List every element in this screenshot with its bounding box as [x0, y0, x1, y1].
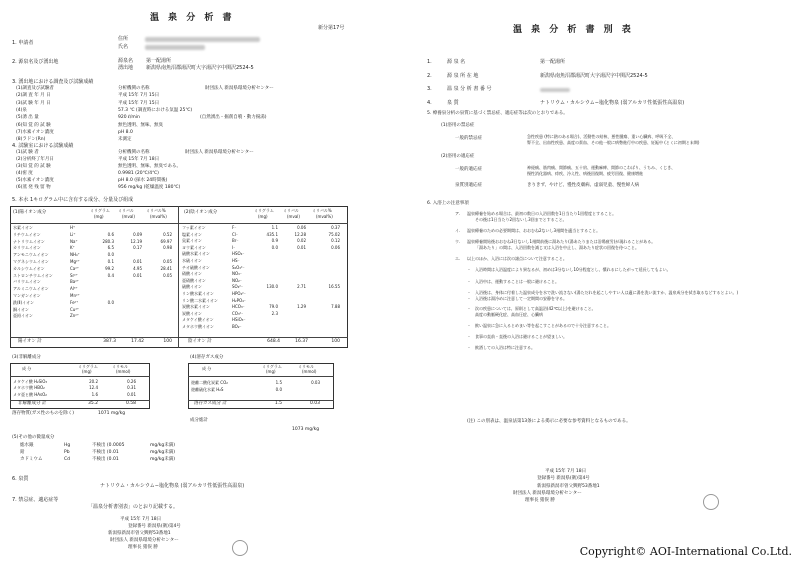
cation-total-value: 100 — [163, 339, 172, 344]
field-test-value: 分析機関の名称 — [118, 86, 150, 91]
undissociated-header: (mmol) — [116, 369, 131, 374]
anion-formula: HPO₄²⁻ — [232, 291, 246, 296]
form-number: 新分第17号 — [318, 25, 345, 31]
gas-total-mmol: 0.03 — [309, 401, 320, 406]
note-text: 入浴後は湯冷めに注意して一定期間の安静を守る。 — [475, 296, 567, 301]
cation-formula: Zn²⁺ — [70, 313, 79, 319]
anion-formula: SO₄²⁻ — [232, 284, 244, 290]
trace-result: 不検出 (0.01 — [92, 450, 119, 455]
redacted-analysis-number — [540, 88, 570, 92]
gas-mg: 0.0 — [275, 387, 282, 392]
dissolved-label: 溶存物質(ガス性のものを除く) — [12, 411, 75, 416]
undissociated-total-mmol: 0.58 — [125, 401, 136, 406]
issuer-line: 平成 15年 7月 18日 — [120, 517, 162, 522]
anion-mval-pct: 0.12 — [331, 238, 340, 244]
cation-mval: 12.19 — [130, 238, 142, 244]
note-text: 高度の動脈硬化症、高血圧症、心臓病 — [475, 312, 543, 317]
trace-result: 不検出 (0.01 — [92, 457, 119, 462]
issuer-line: 財団法人 新潟県環境分析センター — [110, 538, 179, 543]
source-section-label: 2. 源泉名及び湧出地 — [12, 59, 59, 65]
cation-name: ストロンチウムイオン — [13, 272, 53, 278]
note-text: 飲い温泉に急に入るとめまい等を起こすことがあるので十分注意すること。 — [475, 323, 611, 328]
lab-test-label: 4. 試験室における試験成績 — [12, 143, 74, 149]
bath-indications-title: (2)浴用の適応症 — [441, 154, 475, 159]
anion-name: 炭酸水素イオン — [182, 304, 210, 310]
cation-title: (1)陽イオン成分 — [13, 210, 47, 215]
note-marker: ・ — [467, 267, 471, 272]
anion-name: リン酸二水素イオン — [182, 297, 218, 303]
gas-name: 遊離二酸化炭素 CO₂ — [191, 380, 228, 385]
note-text: 入浴時間は入浴温度により異なるが、初めは3分ないし10分程度とし、慣れるにしたがって延長してもよい。 — [475, 267, 671, 272]
field-test-value: pH 8.0 — [118, 129, 133, 135]
redacted-name — [145, 45, 205, 50]
bathing-notes-label: 6. 入浴上の注意事項 — [427, 201, 469, 206]
spring-quality-label: 6. 泉質 — [12, 476, 29, 482]
cation-formula: Cu²⁺ — [70, 306, 80, 312]
note-marker: ウ. — [455, 239, 461, 244]
cation-name: マンガンイオン — [13, 293, 41, 298]
anion-mg: 1.1 — [271, 225, 278, 230]
appendix-issuer-line: 理事長 猪俣 勝 — [525, 498, 555, 504]
anion-mval-pct: 7.88 — [331, 304, 340, 310]
cation-total-value: 387.3 — [103, 339, 116, 344]
column-header: ミリバル — [118, 208, 134, 213]
anion-formula: H₂PO₄⁻ — [232, 297, 246, 303]
cation-formula: Li⁺ — [70, 231, 76, 237]
field-test-value: 平成 15年 7月 15日 — [118, 93, 160, 99]
anion-formula: CO₃²⁻ — [232, 310, 244, 316]
cation-formula: Ca²⁺ — [70, 265, 79, 271]
anion-mg: 435.1 — [266, 231, 278, 237]
cation-name: カリウムイオン — [13, 245, 41, 251]
appendix-row-number: 1. — [427, 59, 432, 65]
cation-name: カルシウムイオン — [13, 265, 45, 271]
cation-mg: 99.2 — [105, 265, 114, 271]
column-header: ミリバル — [283, 208, 299, 213]
spring-quality-value: ナトリウム・カルシウム−塩化物泉 (弱アルカリ性低張性高温泉) — [100, 483, 245, 489]
anion-formula: F⁻ — [232, 225, 237, 230]
note-marker: ・ — [467, 306, 471, 311]
dissolved-value: 1071 mg/kg — [98, 411, 126, 416]
cation-mval-pct: 0.98 — [163, 245, 172, 251]
lab-test-value: 平成 15年 7月 18日 — [118, 157, 160, 162]
anion-mval: 2.71 — [297, 284, 306, 290]
anion-total-label: 陰イオン 計 — [188, 339, 212, 344]
cation-mval-pct: 0.05 — [163, 259, 172, 264]
undissociated-total-label: 非解離成分 計 — [18, 401, 47, 406]
gas-mmol: 0.03 — [311, 380, 320, 385]
general-ind-line-1: 神経痛、筋肉痛、関節痛、五十肩、運動麻痺、関節のこわばり、うちみ、くじき、 — [527, 165, 676, 170]
anion-mval-pct: 75.02 — [328, 231, 340, 237]
cation-mval-pct: 0.52 — [163, 231, 172, 237]
contraindications-label: 7. 禁忌症、適応症等 — [12, 497, 59, 503]
trace-symbol: Hg — [64, 443, 71, 448]
appendix-title: 温 泉 分 析 書 別 表 — [513, 25, 634, 35]
cation-total-label: 陽イオン 計 — [18, 339, 42, 344]
applicant-label: 1. 申請者 — [12, 40, 34, 46]
undissociated-name: メタケイ酸 H₂SiO₃ — [13, 379, 48, 384]
column-header: ミリグラム — [254, 208, 274, 213]
cation-mval: 0.01 — [133, 259, 142, 264]
cation-mg: 0.6 — [107, 231, 114, 237]
appendix-issuer-line: 平成 15年 7月 18日 — [545, 469, 587, 474]
note-marker: ・ — [467, 323, 471, 328]
appendix-row-label: 源 泉 名 — [447, 59, 466, 65]
cation-mg: 0.0 — [107, 252, 114, 258]
cation-name: リチウムイオン — [13, 231, 41, 237]
appendix-row-number: 4. — [427, 99, 432, 106]
gas-header: ミリグラム — [262, 364, 282, 369]
note-marker: ア. — [455, 211, 461, 216]
field-test-key: (4)泉 — [16, 107, 27, 113]
anion-total-value: 648.4 — [267, 339, 280, 344]
gas-mg: 1.5 — [275, 380, 282, 385]
anion-mval: 0.02 — [297, 238, 306, 244]
column-unit: (mg) — [94, 214, 104, 219]
lab-test-key: (3)知 覚 的 試 験 — [16, 164, 51, 169]
note-text: 温泉療養のための必要期間は、おおむね2ないし3週間を適当とすること。 — [467, 228, 601, 233]
trace-result: 不検出 (0.0005 — [92, 443, 125, 448]
anion-name: 炭酸イオン — [182, 310, 202, 316]
anion-name: 亜硝酸イオン — [182, 277, 206, 283]
ion-table-total-rule — [10, 337, 348, 338]
location-key: 湧出地 — [118, 65, 134, 71]
undissociated-header: ミリグラム — [78, 364, 98, 369]
note-text: 温泉療養を始める場合は、最初の数日の入浴回数を1日当たり1回程度とすること。 — [467, 211, 617, 216]
note-marker: イ. — [455, 228, 461, 233]
source-name-value: 第一配湯所 — [146, 58, 172, 64]
column-unit: (mval%) — [316, 214, 333, 219]
anion-formula: Cl⁻ — [232, 231, 239, 237]
gas-header: (mmol) — [302, 369, 317, 374]
undissociated-mg: 12.4 — [89, 385, 98, 391]
lab-test-value: 分析機関の名称 — [118, 150, 150, 155]
cation-name: アルミニウムイオン — [13, 286, 49, 292]
column-unit: (mval%) — [150, 214, 167, 219]
field-test-key: (3)試 験 年 月 日 — [16, 100, 51, 106]
gas-header-rule — [188, 376, 334, 377]
trace-name: 鉛 — [20, 450, 25, 455]
anion-name: 塩素イオン — [182, 231, 202, 237]
undissociated-header: (mg) — [82, 369, 92, 374]
anion-name: ヨウ素イオン — [182, 244, 206, 250]
cation-mg: 280.3 — [102, 238, 114, 244]
note-text: 温泉療養開始後おおむね3日ないし1週間前後に湯あたり(湯あたりまたは浴場疲労)が現れることがある。 — [467, 239, 656, 244]
anion-formula: I⁻ — [232, 244, 236, 250]
anion-mval-pct: 16.55 — [328, 284, 340, 290]
location-value: 新潟県南魚沼郡湯沢町大字湯沢字中関沢2524-5 — [146, 65, 254, 71]
trace-unit: mg/kg未満) — [150, 450, 175, 455]
appendix-seal-stamp — [703, 494, 719, 510]
general-contra-label: 一般的禁忌症 — [455, 136, 482, 141]
gas-title: (4)溶存ガス成分 — [190, 355, 224, 360]
note-text: 入浴後は、身体に付着した温泉成分を水で洗い流さない(湯ただれを起こしやすい人は適に湯を洗い流すか、温泉成分を拭き取るなどするとよい。) — [475, 290, 739, 295]
field-test-label: 3. 湧出地における調査及び試験成績 — [12, 79, 94, 85]
spring-ind-value: きりきず、やけど、慢性皮膚病、虚弱児童、慢性婦人病 — [527, 183, 640, 188]
anion-name: リン酸水素イオン — [182, 291, 214, 296]
undissociated-mg: 1.6 — [91, 391, 98, 397]
cation-name: ナトリウムイオン — [13, 238, 45, 244]
issuer-line: 新潟県新潟市曽父興野53番地1 — [108, 531, 171, 536]
name-label: 氏名 — [118, 44, 129, 50]
contraindications-value: 「温泉分析書別表」のとおり記載する。 — [88, 504, 179, 510]
appendix-row-label: 温 泉 分 析 書 番 号 — [447, 86, 492, 92]
note-text: 入浴中は、運動することは一般に避けること。 — [475, 279, 559, 284]
undissociated-header: 成 分 — [22, 366, 32, 371]
field-test-value: 未測定 — [118, 137, 132, 143]
cation-formula: Mn²⁺ — [70, 293, 80, 298]
general-contra-line-2: 腎不全、出血性疾患、高度の貧血、その他一般に病勢進行中の疾患、妊娠中 (とくに初期と末期) — [527, 140, 700, 145]
cation-total-value: 17.42 — [131, 339, 144, 344]
trace-name: カドミウム — [20, 457, 43, 462]
cation-formula: NH₄⁺ — [70, 252, 80, 258]
field-test-value: 平成 15年 7月 15日 — [118, 100, 160, 106]
field-test-key: (7)水素イオン濃度 — [16, 129, 54, 135]
cation-formula: H⁺ — [70, 225, 76, 230]
anion-mval: 12.28 — [294, 231, 306, 237]
anion-name: 硝酸イオン — [182, 271, 202, 277]
cation-mg: 6.5 — [107, 245, 114, 251]
appendix-row-label: 源 泉 所 在 地 — [447, 72, 479, 79]
anion-mg: 79.0 — [269, 304, 278, 310]
anion-mg: 0.0 — [271, 244, 278, 250]
cation-name: 銅イオン — [13, 306, 29, 312]
note-marker: ・ — [467, 296, 471, 301]
undissociated-mmol: 0.31 — [127, 385, 136, 391]
anion-formula: HSO₄⁻ — [232, 251, 245, 257]
field-test-value: 57.3 ℃ (調査時における気温 25℃) — [118, 107, 193, 113]
indications-section-label: 5. 療養泉分析の泉質に基づく禁忌症、適応症等は次のとおりである。 — [427, 111, 568, 116]
trace-unit: mg/kg未満) — [150, 443, 175, 448]
anion-name: 硫酸水素イオン — [182, 251, 210, 257]
copyright-notice: Copyright© AOI-International Co.Ltd. — [579, 545, 792, 558]
trace-symbol: Pb — [64, 450, 70, 455]
ion-table-divider — [178, 206, 179, 348]
field-test-key: (5)湧 出 量 — [16, 115, 39, 121]
column-header: ミリグラム — [90, 208, 110, 213]
general-ind-line-2: 慢性消化器病、痔疾、冷え性、病後回復期、疲労回復、健康増進 — [527, 171, 643, 176]
anion-total-value: 16.37 — [295, 339, 308, 344]
bath-contraindications-title: (1)浴用の禁忌症 — [441, 123, 475, 128]
issuer-line: 理事長 猪俣 勝 — [128, 545, 158, 550]
anion-name: メタケイ酸イオン — [182, 317, 214, 323]
lab-test-value: 956 mg/kg (乾燥温度 180℃) — [118, 185, 181, 190]
anion-mval-pct: 0.06 — [331, 244, 340, 250]
anion-mval-pct: 0.37 — [331, 225, 340, 230]
anion-name: 臭素イオン — [182, 238, 202, 244]
cation-formula: Fe²⁺ — [70, 299, 79, 305]
gas-total-mg: 1.5 — [274, 401, 282, 406]
page-title: 温 泉 分 析 書 — [150, 13, 235, 23]
anion-formula: S₂O₃²⁻ — [232, 264, 245, 270]
appendix-row-label: 泉 質 — [447, 99, 459, 106]
field-test-key: (1)調査及び試験者 — [16, 86, 54, 91]
anion-total-value: 100 — [331, 339, 340, 344]
trace-name: 総水銀 — [20, 443, 34, 448]
column-header: ミリバル% — [312, 208, 332, 213]
anion-mval: 0.01 — [297, 244, 306, 250]
undissociated-total-mg: 35.2 — [87, 401, 98, 406]
note-text: 飲酒しての入浴は特に注意する。 — [475, 345, 535, 350]
anion-name: 水硫イオン — [182, 258, 202, 263]
cation-mval-pct: 28.41 — [160, 265, 172, 271]
anion-formula: NO₂⁻ — [232, 277, 242, 283]
gas-header: 成 分 — [202, 366, 212, 371]
undissociated-mmol: 0.01 — [127, 391, 136, 397]
anion-formula: NO₃⁻ — [232, 271, 242, 277]
anion-name: フッ素イオン — [182, 225, 206, 230]
cation-name: 亜鉛イオン — [13, 313, 33, 319]
general-contra-line-1: 急性疾患 (特に熱のある場合)、活動性の結核、悪性腫瘍、重い心臓病、呼吸不全、 — [527, 134, 676, 139]
lab-test-key: (5)水素イオン濃度 — [16, 178, 54, 183]
undissociated-header-rule — [10, 376, 150, 377]
cation-mval: 0.09 — [133, 231, 142, 237]
cation-mg: 0.1 — [107, 259, 114, 264]
column-unit: (mg) — [258, 214, 268, 219]
undissociated-name: メタホウ酸 HBO₂ — [13, 385, 45, 391]
anion-mval: 0.06 — [297, 225, 306, 230]
cation-mg: 0.0 — [107, 299, 114, 305]
composition-label: 5. 本水 1キログラム中に含有する成分、分量及び組成 — [12, 197, 134, 203]
field-test-value: 920 ℓ/min — [118, 115, 140, 121]
note-marker: ・ — [467, 279, 471, 284]
appendix-document — [405, 0, 800, 566]
appendix-issuer-line: 新潟県新潟市曽父興野53番地1 — [537, 483, 600, 489]
undissociated-name: メタ亜ヒ酸 HAsO₂ — [13, 391, 47, 397]
total-label: 成分総計 — [190, 418, 208, 423]
field-test-value: 無色透明、無味、無臭 — [118, 122, 163, 128]
lab-test-note: 財団法人 新潟県環境分析センター — [185, 150, 254, 155]
gas-total-label: 溶存ガス成分 計 — [194, 401, 227, 406]
note-marker: ・ — [467, 290, 471, 295]
column-header: ミリバル% — [146, 208, 166, 213]
spring-ind-label: 泉質別適応症 — [455, 183, 482, 188]
seal-stamp — [232, 540, 248, 556]
anion-formula: BO₂⁻ — [232, 324, 242, 329]
note-text: 以上のほか、入浴には次の諸点について注意すること。 — [467, 256, 567, 261]
lab-test-value: pH 8.0 (採水 24時間後) — [118, 178, 168, 183]
lab-test-value: 0.9981 (20℃/4℃) — [118, 171, 159, 176]
note-text: 次の疾患については、原則として高温浴(42℃以上)を避けること。 — [475, 306, 596, 311]
note-text: 食事の直前・直後の入浴は避けることが望ましい。 — [475, 334, 567, 339]
trace-unit: mg/kg未満) — [150, 457, 175, 462]
note-text: その後は1日当たり2回ないし3回までとすること。 — [475, 217, 567, 222]
gas-header: (mg) — [266, 369, 276, 374]
cation-mval-pct: 0.05 — [163, 272, 172, 278]
issuer-line: 登録番号 新潟県(衛)第4号 — [128, 524, 181, 529]
lab-test-key: (4)密 度 — [16, 171, 33, 176]
undissociated-mmol: 0.26 — [127, 379, 136, 384]
anion-mval: 1.29 — [297, 304, 306, 310]
anion-title: (2)陰イオン成分 — [184, 210, 218, 215]
anion-mg: 130.0 — [266, 284, 278, 290]
ion-table-header-rule — [10, 223, 348, 224]
general-ind-label: 一般的適応症 — [455, 167, 482, 172]
cation-formula: K⁺ — [70, 245, 75, 251]
field-test-key: (2)調 査 年 月 日 — [16, 93, 51, 99]
lab-test-value: 無色透明、無味、無臭である。 — [118, 164, 181, 169]
appendix-row-value: 新潟県南魚沼郡湯沢町大字湯沢字中関沢2524-5 — [540, 72, 648, 79]
lab-test-key: (6)蒸 発 残 留 物 — [16, 185, 51, 190]
cation-mval: 4.95 — [133, 265, 142, 271]
redacted-address — [145, 37, 260, 42]
field-test-note: 財団法人 新潟県環境分析センター — [205, 86, 274, 91]
note-marker: エ. — [455, 256, 461, 261]
undissociated-header: ミリモル — [112, 364, 128, 369]
field-test-key: (8)ラドン(Rn) — [16, 137, 46, 143]
address-label: 住所 — [118, 36, 129, 42]
anion-formula: Br⁻ — [232, 238, 239, 244]
note-marker: ・ — [467, 345, 471, 350]
cation-formula: Ba²⁺ — [70, 279, 79, 285]
anion-formula: HSiO₃⁻ — [232, 317, 246, 323]
cation-mval-pct: 69.97 — [160, 238, 172, 244]
anion-mg: 2.3 — [271, 310, 278, 316]
field-test-key: (6)知 覚 的 試 験 — [16, 122, 51, 128]
note-text: 「湯あたり」の間は、入浴回数を減じ又は入浴を中止し、湯あたり症状の回復を待つこと。 — [475, 245, 639, 250]
appendix-note: (注) この別表は、温泉法第13条による掲示に必要な参考資料となるものである。 — [467, 419, 631, 424]
trace-symbol: Cd — [64, 457, 70, 462]
cation-name: アンモニウムイオン — [13, 252, 49, 258]
appendix-issuer-line: 登録番号 新潟県(衛)第4号 — [537, 476, 590, 482]
lab-test-key: (1)試 験 者 — [16, 150, 39, 155]
lab-test-key: (2)分析終了年月日 — [16, 157, 54, 162]
cation-formula: Mg²⁺ — [70, 259, 80, 264]
gas-name: 遊離硫化水素 H₂S — [191, 387, 224, 392]
cation-mval: 0.01 — [133, 272, 142, 278]
cation-formula: Al³⁺ — [70, 286, 78, 292]
source-name-key: 源泉名 — [118, 58, 134, 64]
cation-name: マグネシウムイオン — [13, 259, 49, 264]
total-value: 1073 mg/kg — [292, 427, 320, 432]
cation-formula: Sr²⁺ — [70, 272, 78, 278]
appendix-issuer-line: 財団法人 新潟県環境分析センター — [513, 490, 582, 496]
anion-name: チオ硫酸イオン — [182, 264, 210, 270]
undissociated-title: (3)非解離成分 — [12, 355, 41, 360]
cation-mval: 0.17 — [133, 245, 142, 251]
appendix-row-value: ナトリウム・カルシウム−塩化物泉 (弱アルカリ性低張性高温泉) — [540, 99, 685, 106]
appendix-row-number: 3. — [427, 86, 432, 92]
anion-mg: 0.9 — [271, 238, 278, 244]
anion-formula: HCO₃⁻ — [232, 304, 245, 310]
appendix-row-number: 2. — [427, 72, 432, 79]
cation-name: 水素イオン — [13, 225, 33, 230]
cation-name: バリウムイオン — [13, 279, 41, 285]
column-unit: (mval) — [122, 214, 135, 219]
note-marker: ・ — [467, 334, 471, 339]
appendix-row-value: 第一配湯所 — [540, 59, 566, 65]
trace-title: (5)その他の微量成分 — [12, 435, 55, 440]
anion-formula: HS⁻ — [232, 258, 240, 263]
field-test-note: (自然湧出・掘削自噴・動力揚湯) — [200, 115, 267, 121]
undissociated-mg: 20.2 — [89, 379, 98, 384]
anion-name: メタホウ酸イオン — [182, 324, 214, 329]
cation-formula: Na⁺ — [70, 238, 78, 244]
gas-header: ミリモル — [298, 364, 314, 369]
cation-name: 鉄(Ⅱ)イオン — [13, 299, 34, 305]
anion-name: 硫酸イオン — [182, 284, 202, 290]
cation-mg: 0.4 — [107, 272, 114, 278]
column-unit: (mval) — [287, 214, 300, 219]
